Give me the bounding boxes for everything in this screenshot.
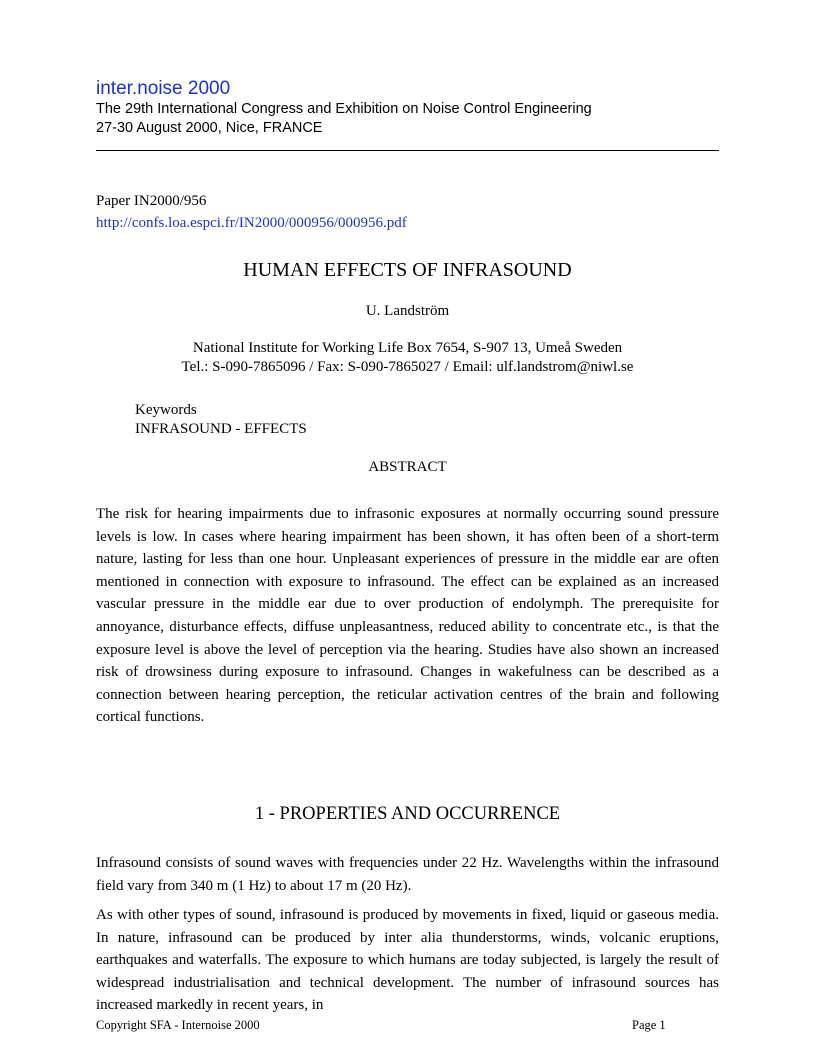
conference-subtitle: The 29th International Congress and Exhibition on Noise Control Engineering — [96, 101, 592, 117]
paper-author: U. Landström — [365, 303, 450, 319]
paper-title: HUMAN EFFECTS OF INFRASOUND — [243, 259, 572, 281]
keywords-value: INFRASOUND - EFFECTS — [135, 421, 307, 437]
paper-url-link[interactable]: http://confs.loa.espci.fr/IN2000/000956/000956.pdf — [96, 215, 407, 231]
abstract-heading: ABSTRACT — [368, 459, 447, 475]
footer-copyright: Copyright SFA - Internoise 2000 — [96, 1018, 260, 1032]
section-paragraph-1: Infrasound consists of sound waves with frequencies under 22 Hz. Wavelengths within the infrasound field vary from 340 m (1 Hz) to about 17 m (20 Hz). — [96, 855, 719, 894]
section-heading: 1 - PROPERTIES AND OCCURRENCE — [254, 804, 561, 824]
abstract-text: The risk for hearing impairments due to infrasonic exposures at normally occurring sound pressure levels is low. In cases where hearing impairment has been shown, it has often been of a short-term nature, lasting for less than one hour. Unpleasant experiences of pressure in the middle ear are often mentioned in connection with exposure to infrasound. The effect can be explained as an increased vascular pressure in the middle ear due to over production of endolymph. The prerequisite for annoyance, disturbance effects, diffuse unpleasantness, reduced ability to concentrate etc., is that the exposure level is above the level of perception via the hearing. Studies have also shown an increased risk of drowsiness during exposure to infrasound. Changes in wakefulness can be described as a connection between hearing perception, the reticular activation centres of the brain and following cortical functions. — [96, 506, 719, 726]
paper-id: Paper IN2000/956 — [96, 193, 207, 209]
header-divider — [96, 150, 719, 151]
keywords-label: Keywords — [135, 402, 197, 418]
conference-dates-location: 27-30 August 2000, Nice, FRANCE — [96, 120, 323, 136]
footer-page-number: Page 1 — [632, 1018, 666, 1032]
affiliation-line-1: National Institute for Working Life Box 7654, S-907 13, Umeå Sweden — [192, 340, 623, 356]
section-paragraph-2: As with other types of sound, infrasound is produced by movements in fixed, liquid or gaseous media. In nature, infrasound can be produced by inter alia thunderstorms, winds, volcanic eruptions, earthquakes and waterfalls. The exposure to which humans are today subjected, is largely the result of widespread industrialisation and technical development. The number of infrasound sources has increased markedly in recent years, in — [96, 907, 719, 1014]
conference-name: inter.noise 2000 — [96, 78, 231, 99]
affiliation-line-2: Tel.: S-090-7865096 / Fax: S-090-7865027 / Email: ulf.landstrom@niwl.se — [181, 359, 634, 375]
